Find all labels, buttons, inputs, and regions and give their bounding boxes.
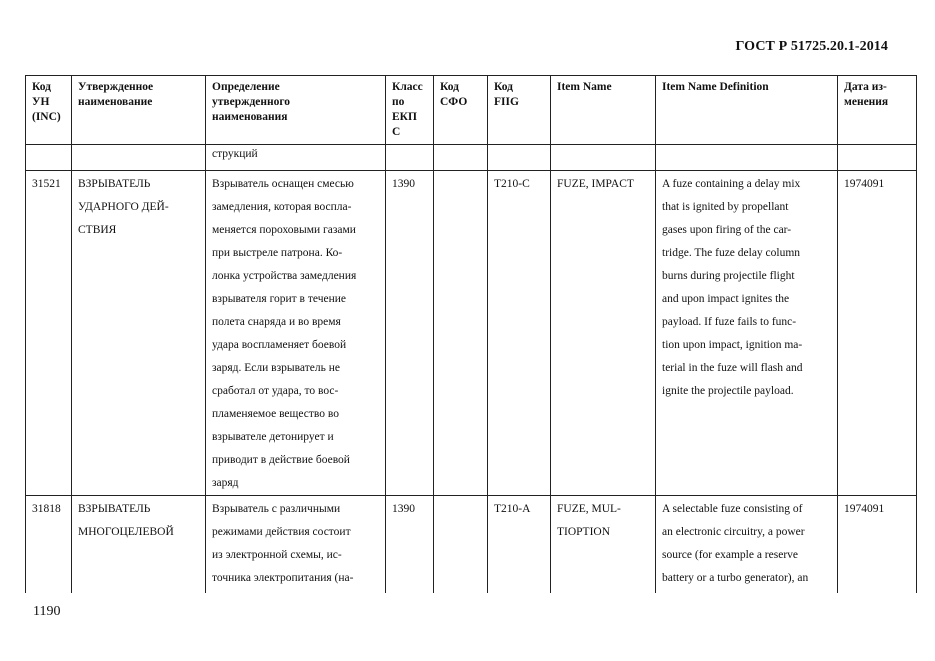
continuation-row xyxy=(26,145,917,171)
row-item-definition: A selectable fuze consisting of an electronic circuitry, a power source (for example a reserve battery or a turbo generator), an xyxy=(656,496,838,594)
continuation-definition: струкций xyxy=(206,145,386,171)
row-date: 1974091 xyxy=(838,496,917,594)
row-name: ВЗРЫВАТЕЛЬ УДАРНОГО ДЕЙ- СТВИЯ xyxy=(72,171,206,496)
table-row xyxy=(26,171,917,496)
header-approved-name: Утвержденное наименование xyxy=(72,76,206,145)
row-date: 1974091 xyxy=(838,171,917,496)
row-name: ВЗРЫВАТЕЛЬ МНОГОЦЕЛЕВОЙ xyxy=(72,496,206,594)
row-fiig: T210-A xyxy=(488,496,551,594)
header-definition: Определение утвержденного наименования xyxy=(206,76,386,145)
header-code-un: Код УН (INC) xyxy=(26,76,72,145)
row-item-name: FUZE, MUL- TIOPTION xyxy=(551,496,656,594)
row-definition: Взрыватель оснащен смесью замедления, которая воспла- меняется пороховыми газами при выстреле патрона. Ко- лонка устройства замедления взрывателя горит в течение полета снаряда и во время удара воспламеняет боевой заряд. Если взрыватель не сработал от удара, то вос- пламеняемое вещество во взрывателе детонирует и приводит в действие боевой заряд xyxy=(206,171,386,496)
header-item-name-definition: Item Name Definition xyxy=(656,76,838,145)
row-code: 31521 xyxy=(26,171,72,496)
row-class: 1390 xyxy=(386,496,434,594)
header-item-name: Item Name xyxy=(551,76,656,145)
row-fiig: T210-C xyxy=(488,171,551,496)
page-number: 1190 xyxy=(33,604,61,619)
header-ekps-class: Класс по ЕКП С xyxy=(386,76,434,145)
row-sfo xyxy=(434,171,488,496)
row-sfo xyxy=(434,496,488,594)
standard-designation: ГОСТ Р 51725.20.1-2014 xyxy=(735,39,888,54)
header-fiig-code: Код FIIG xyxy=(488,76,551,145)
header-change-date: Дата из- менения xyxy=(838,76,917,145)
row-item-definition: A fuze containing a delay mix that is ignited by propellant gases upon firing of the car- tridge. The fuze delay column burns during projectile flight and upon impact ignites the payload. If fuze fails to func- tion upon impact, ignition ma- terial in the fuze will flash and ignite the projectile payload. xyxy=(656,171,838,496)
table-row xyxy=(26,496,917,594)
header-row xyxy=(26,76,917,145)
row-code: 31818 xyxy=(26,496,72,594)
catalog-table xyxy=(25,75,917,593)
row-definition: Взрыватель с различными режимами действия состоит из электронной схемы, ис- точника электропитания (на- xyxy=(206,496,386,594)
header-sfo-code: Код СФО xyxy=(434,76,488,145)
row-item-name: FUZE, IMPACT xyxy=(551,171,656,496)
row-class: 1390 xyxy=(386,171,434,496)
